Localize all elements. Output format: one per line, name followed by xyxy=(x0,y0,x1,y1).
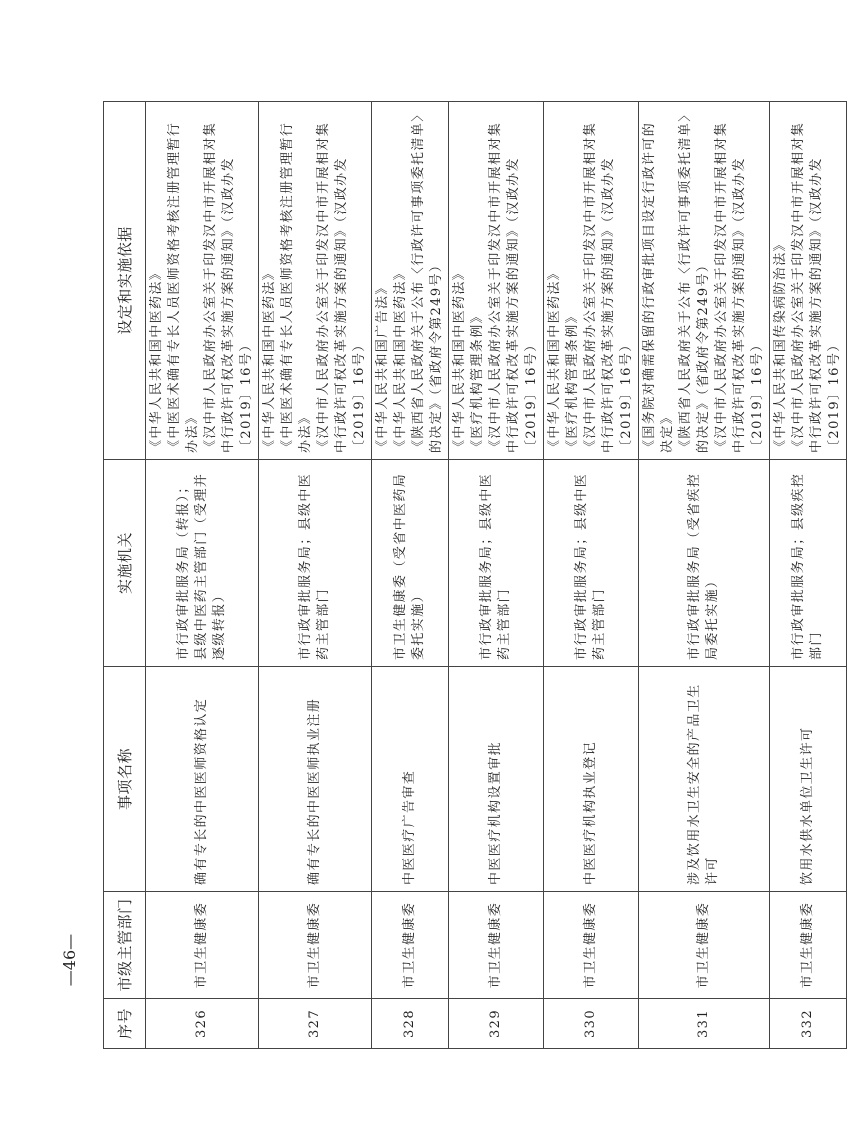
cell-basis xyxy=(770,102,847,460)
cell-agency: 市行政审批服务局（受省疾控局委托实施） xyxy=(639,460,770,667)
basis-citation: 《汉中市人民政府办公室关于印发汉中市开展相对集中行政许可权改革实施方案的通知》（汉政办发〔2019〕16号） xyxy=(316,121,367,453)
cell-dept: 市卫生健康委 xyxy=(372,892,449,999)
basis-citation: 《中华人民共和国中医药法》 xyxy=(393,265,408,453)
table-row xyxy=(259,102,372,1049)
cell-basis xyxy=(259,102,372,460)
header-basis: 设定和实施依据 xyxy=(104,102,146,460)
cell-item: 中医医疗机构执业登记 xyxy=(544,667,639,892)
basis-citation: 《中华人民共和国中医药法》 xyxy=(547,265,562,453)
cell-basis xyxy=(544,102,639,460)
cell-no: 328 xyxy=(372,999,449,1049)
table-row xyxy=(449,102,544,1049)
cell-agency: 市行政审批服务局；县级中医药主管部门 xyxy=(449,460,544,667)
basis-citation: 《汉中市人民政府办公室关于印发汉中市开展相对集中行政许可权改革实施方案的通知》（汉政办发〔2019〕16号） xyxy=(203,121,254,453)
basis-citation: 《中华人民共和国中医药法》 xyxy=(149,265,164,453)
cell-no: 330 xyxy=(544,999,639,1049)
cell-basis xyxy=(146,102,259,460)
cell-no: 327 xyxy=(259,999,372,1049)
header-item: 事项名称 xyxy=(104,667,146,892)
basis-citation: 《汉中市人民政府办公室关于印发汉中市开展相对集中行政许可权改革实施方案的通知》（汉政办发〔2019〕16号） xyxy=(488,121,539,453)
cell-item: 确有专长的中医医师资格认定 xyxy=(146,667,259,892)
cell-agency: 市行政审批服务局；县级中医药主管部门 xyxy=(544,460,639,667)
header-dept: 市级主管部门 xyxy=(104,892,146,999)
cell-basis xyxy=(449,102,544,460)
cell-item: 涉及饮用水卫生安全的产品卫生许可 xyxy=(639,667,770,892)
table-row xyxy=(639,102,770,1049)
basis-citation: 《中华人民共和国中医药法》 xyxy=(452,265,467,453)
cell-no: 331 xyxy=(639,999,770,1049)
cell-agency: 市卫生健康委（受省中医药局委托实施） xyxy=(372,460,449,667)
cell-dept: 市卫生健康委 xyxy=(770,892,847,999)
table-header-row xyxy=(104,102,146,1049)
cell-basis xyxy=(372,102,449,460)
basis-citation: 《中医医术确有专长人员医师资格考核注册管理暂行办法》 xyxy=(280,121,313,453)
rotated-table-frame xyxy=(103,102,842,1049)
administrative-license-table xyxy=(103,101,847,1049)
basis-citation: 《医疗机构管理条例》 xyxy=(565,308,580,453)
basis-citation: 《陕西省人民政府关于公布〈行政许可事项委托清单〉的决定》（省政府令第249号） xyxy=(411,113,444,453)
cell-item: 确有专长的中医医师执业注册 xyxy=(259,667,372,892)
basis-citation: 《中华人民共和国传染病防治法》 xyxy=(773,236,788,453)
cell-no: 326 xyxy=(146,999,259,1049)
header-agency: 实施机关 xyxy=(104,460,146,667)
basis-citation: 《中医医术确有专长人员医师资格考核注册管理暂行办法》 xyxy=(167,121,200,453)
cell-dept: 市卫生健康委 xyxy=(146,892,259,999)
basis-citation: 《中华人民共和国中医药法》 xyxy=(262,265,277,453)
cell-dept: 市卫生健康委 xyxy=(449,892,544,999)
cell-item: 中医医疗广告审查 xyxy=(372,667,449,892)
basis-citation: 《汉中市人民政府办公室关于印发汉中市开展相对集中行政许可权改革实施方案的通知》（汉政办发〔2019〕16号） xyxy=(714,121,765,453)
cell-no: 332 xyxy=(770,999,847,1049)
cell-dept: 市卫生健康委 xyxy=(259,892,372,999)
cell-agency: 市行政审批服务局；县级中医药主管部门 xyxy=(259,460,372,667)
cell-item: 中医医疗机构设置审批 xyxy=(449,667,544,892)
basis-citation: 《陕西省人民政府关于公布〈行政许可事项委托清单〉的决定》（省政府令第249号） xyxy=(678,113,711,453)
cell-agency: 市行政审批服务局；县级疾控部门 xyxy=(770,460,847,667)
basis-citation: 《汉中市人民政府办公室关于印发汉中市开展相对集中行政许可权改革实施方案的通知》（汉政办发〔2019〕16号） xyxy=(791,121,842,453)
header-no: 序号 xyxy=(104,999,146,1049)
basis-citation: 《国务院对确需保留的行政审批项目设定行政许可的决定》 xyxy=(642,121,675,453)
table-row xyxy=(372,102,449,1049)
basis-citation: 《汉中市人民政府办公室关于印发汉中市开展相对集中行政许可权改革实施方案的通知》（汉政办发〔2019〕16号） xyxy=(583,121,634,453)
cell-item: 饮用水供水单位卫生许可 xyxy=(770,667,847,892)
cell-agency: 市行政审批服务局（转报）；县级中医药主管部门（受理并逐级转报） xyxy=(146,460,259,667)
cell-basis xyxy=(639,102,770,460)
cell-dept: 市卫生健康委 xyxy=(544,892,639,999)
basis-citation: 《中华人民共和国广告法》 xyxy=(375,280,390,453)
table-row xyxy=(770,102,847,1049)
page-number: —46— xyxy=(60,933,79,987)
basis-citation: 《医疗机构管理条例》 xyxy=(470,308,485,453)
table-row xyxy=(146,102,259,1049)
table-row xyxy=(544,102,639,1049)
cell-dept: 市卫生健康委 xyxy=(639,892,770,999)
cell-no: 329 xyxy=(449,999,544,1049)
